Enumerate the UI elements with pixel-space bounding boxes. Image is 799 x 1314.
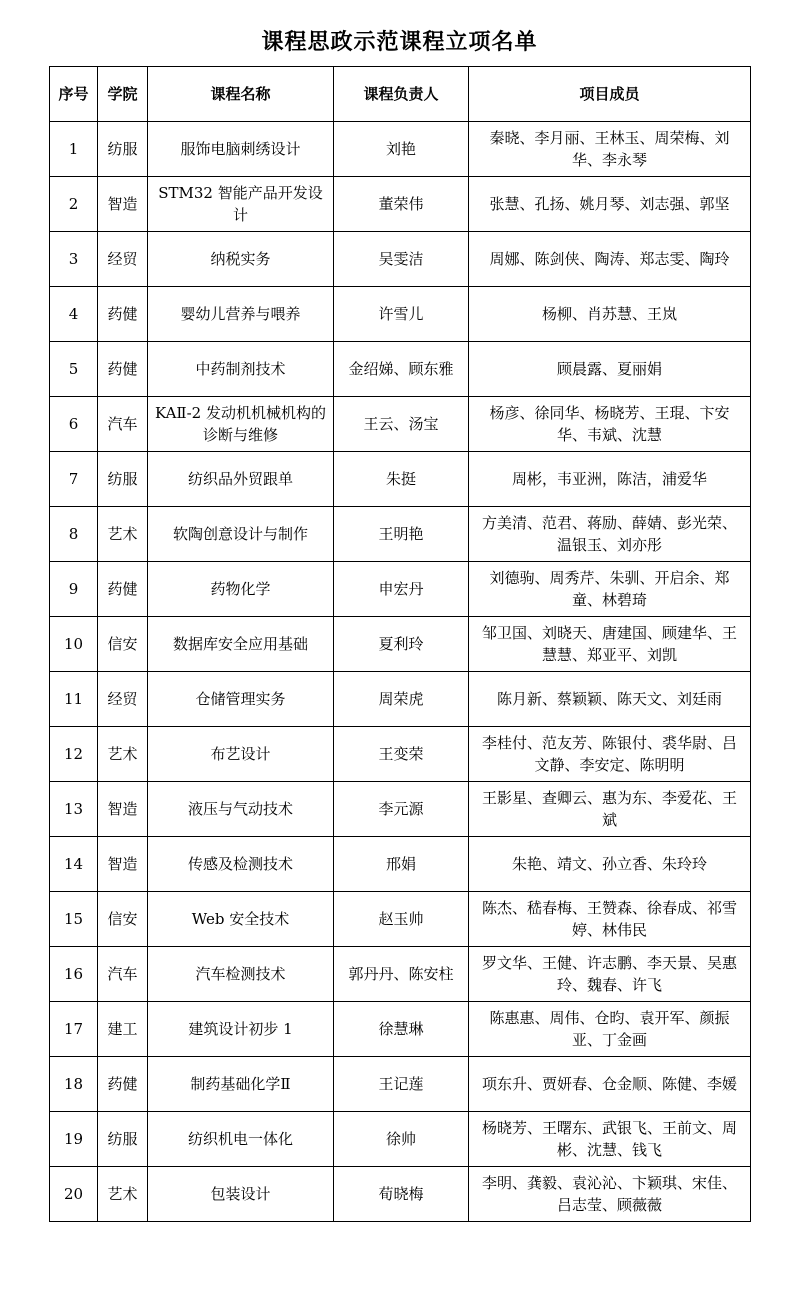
cell-index: 11 (50, 672, 98, 727)
cell-college: 药健 (98, 342, 148, 397)
table-row (50, 342, 751, 397)
header-course: 课程名称 (148, 67, 334, 122)
cell-college: 药健 (98, 562, 148, 617)
cell-members: 李明、龚毅、袁沁沁、卞颖琪、宋佳、吕志莹、顾薇薇 (469, 1167, 751, 1222)
cell-college: 纺服 (98, 122, 148, 177)
cell-index: 14 (50, 837, 98, 892)
cell-index: 5 (50, 342, 98, 397)
cell-course-name: 仓储管理实务 (148, 672, 334, 727)
cell-college: 艺术 (98, 507, 148, 562)
cell-course-lead: 金绍娣、顾东雅 (334, 342, 469, 397)
cell-college: 汽车 (98, 947, 148, 1002)
cell-members: 方美清、范君、蒋励、薛婧、彭光荣、温银玉、刘亦彤 (469, 507, 751, 562)
cell-members: 周彬，韦亚洲，陈洁，浦爱华 (469, 452, 751, 507)
cell-college: 药健 (98, 1057, 148, 1112)
table-row (50, 562, 751, 617)
cell-members: 张慧、孔扬、姚月琴、刘志强、郭坚 (469, 177, 751, 232)
cell-college: 药健 (98, 287, 148, 342)
table-row (50, 947, 751, 1002)
table-row (50, 452, 751, 507)
cell-index: 16 (50, 947, 98, 1002)
cell-members: 李桂付、范友芳、陈银付、裘华尉、吕文静、李安定、陈明明 (469, 727, 751, 782)
table-row (50, 1167, 751, 1222)
cell-course-lead: 李元源 (334, 782, 469, 837)
cell-course-name: 汽车检测技术 (148, 947, 334, 1002)
cell-course-name: 建筑设计初步 1 (148, 1002, 334, 1057)
header-index: 序号 (50, 67, 98, 122)
cell-course-lead: 荀晓梅 (334, 1167, 469, 1222)
cell-college: 艺术 (98, 1167, 148, 1222)
cell-course-lead: 许雪儿 (334, 287, 469, 342)
table-row (50, 507, 751, 562)
cell-course-lead: 邢娟 (334, 837, 469, 892)
project-table (49, 66, 751, 1222)
cell-members: 项东升、贾妍春、仓金顺、陈健、李媛 (469, 1057, 751, 1112)
cell-course-name: 纳税实务 (148, 232, 334, 287)
cell-course-name: 数据库安全应用基础 (148, 617, 334, 672)
cell-course-lead: 夏利玲 (334, 617, 469, 672)
cell-college: 纺服 (98, 452, 148, 507)
cell-members: 王影星、查卿云、惠为东、李爱花、王斌 (469, 782, 751, 837)
cell-course-lead: 朱挺 (334, 452, 469, 507)
cell-course-name: 婴幼儿营养与喂养 (148, 287, 334, 342)
cell-members: 刘德驹、周秀芹、朱驯、开启余、郑童、林碧琦 (469, 562, 751, 617)
cell-course-lead: 徐帅 (334, 1112, 469, 1167)
cell-course-name: 包装设计 (148, 1167, 334, 1222)
table-row (50, 177, 751, 232)
cell-index: 17 (50, 1002, 98, 1057)
cell-college: 建工 (98, 1002, 148, 1057)
cell-index: 13 (50, 782, 98, 837)
table-row (50, 672, 751, 727)
cell-course-lead: 周荣虎 (334, 672, 469, 727)
cell-course-name: 制药基础化学Ⅱ (148, 1057, 334, 1112)
cell-college: 艺术 (98, 727, 148, 782)
cell-members: 杨彦、徐同华、杨晓芳、王琨、卞安华、韦斌、沈慧 (469, 397, 751, 452)
cell-index: 1 (50, 122, 98, 177)
cell-course-lead: 董荣伟 (334, 177, 469, 232)
table-row (50, 1112, 751, 1167)
cell-index: 18 (50, 1057, 98, 1112)
cell-course-lead: 王变荣 (334, 727, 469, 782)
cell-members: 邹卫国、刘晓天、唐建国、顾建华、王慧慧、郑亚平、刘凯 (469, 617, 751, 672)
table-header-row (50, 67, 751, 122)
header-lead: 课程负责人 (334, 67, 469, 122)
table-row (50, 397, 751, 452)
cell-course-lead: 郭丹丹、陈安柱 (334, 947, 469, 1002)
cell-college: 智造 (98, 177, 148, 232)
table-row (50, 1002, 751, 1057)
page-title: 课程思政示范课程立项名单 (261, 30, 538, 55)
table-row (50, 122, 751, 177)
table-row (50, 617, 751, 672)
cell-index: 15 (50, 892, 98, 947)
cell-index: 6 (50, 397, 98, 452)
cell-course-name: 服饰电脑刺绣设计 (148, 122, 334, 177)
cell-course-name: 中药制剂技术 (148, 342, 334, 397)
cell-index: 19 (50, 1112, 98, 1167)
cell-course-name: STM32 智能产品开发设计 (148, 177, 334, 232)
table-row (50, 727, 751, 782)
cell-course-name: 纺织品外贸跟单 (148, 452, 334, 507)
cell-index: 8 (50, 507, 98, 562)
cell-members: 陈月新、蔡颖颖、陈天文、刘廷雨 (469, 672, 751, 727)
cell-college: 纺服 (98, 1112, 148, 1167)
cell-course-lead: 王云、汤宝 (334, 397, 469, 452)
cell-index: 9 (50, 562, 98, 617)
cell-college: 信安 (98, 617, 148, 672)
header-college: 学院 (98, 67, 148, 122)
table-row (50, 892, 751, 947)
cell-course-name: KAⅡ-2 发动机机械机构的诊断与维修 (148, 397, 334, 452)
cell-college: 信安 (98, 892, 148, 947)
cell-members: 罗文华、王健、许志鹏、李天景、吴惠玲、魏春、许飞 (469, 947, 751, 1002)
cell-index: 20 (50, 1167, 98, 1222)
cell-index: 7 (50, 452, 98, 507)
cell-course-lead: 赵玉帅 (334, 892, 469, 947)
cell-course-name: 纺织机电一体化 (148, 1112, 334, 1167)
cell-course-name: Web 安全技术 (148, 892, 334, 947)
table-row (50, 837, 751, 892)
cell-course-lead: 徐慧琳 (334, 1002, 469, 1057)
cell-course-lead: 王记莲 (334, 1057, 469, 1112)
cell-course-lead: 申宏丹 (334, 562, 469, 617)
cell-college: 智造 (98, 782, 148, 837)
cell-members: 周娜、陈剑侠、陶涛、郑志雯、陶玲 (469, 232, 751, 287)
cell-members: 朱艳、靖文、孙立香、朱玲玲 (469, 837, 751, 892)
cell-college: 智造 (98, 837, 148, 892)
cell-index: 4 (50, 287, 98, 342)
table-row (50, 1057, 751, 1112)
cell-course-name: 液压与气动技术 (148, 782, 334, 837)
cell-course-lead: 吴雯洁 (334, 232, 469, 287)
cell-members: 杨晓芳、王曙东、武银飞、王前文、周彬、沈慧、钱飞 (469, 1112, 751, 1167)
cell-index: 2 (50, 177, 98, 232)
header-members: 项目成员 (469, 67, 751, 122)
cell-members: 陈惠惠、周伟、仓昀、袁开军、颜振亚、丁金画 (469, 1002, 751, 1057)
cell-course-lead: 刘艳 (334, 122, 469, 177)
cell-college: 汽车 (98, 397, 148, 452)
cell-course-name: 传感及检测技术 (148, 837, 334, 892)
cell-college: 经贸 (98, 232, 148, 287)
table-row (50, 782, 751, 837)
cell-index: 3 (50, 232, 98, 287)
cell-members: 秦晓、李月丽、王林玉、周荣梅、刘华、李永琴 (469, 122, 751, 177)
cell-course-lead: 王明艳 (334, 507, 469, 562)
cell-course-name: 药物化学 (148, 562, 334, 617)
table-row (50, 287, 751, 342)
cell-members: 杨柳、肖苏慧、王岚 (469, 287, 751, 342)
cell-course-name: 布艺设计 (148, 727, 334, 782)
cell-members: 陈杰、嵇春梅、王赞森、徐春成、祁雪婷、林伟民 (469, 892, 751, 947)
cell-index: 12 (50, 727, 98, 782)
cell-index: 10 (50, 617, 98, 672)
cell-college: 经贸 (98, 672, 148, 727)
table-body (50, 122, 751, 1222)
cell-members: 顾晨露、夏丽娟 (469, 342, 751, 397)
cell-course-name: 软陶创意设计与制作 (148, 507, 334, 562)
table-row (50, 232, 751, 287)
